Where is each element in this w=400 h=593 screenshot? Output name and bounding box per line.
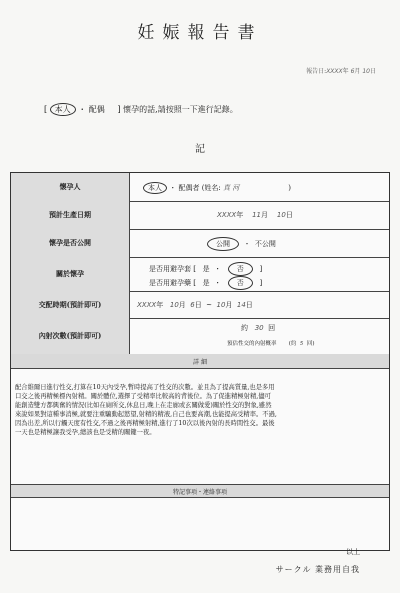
row-intercourse-time: 交配時期(預計即可) XXXX年 10月 6日 ~ 10月 14日	[11, 291, 389, 319]
label-due-date: 預計生產日期	[11, 201, 130, 229]
report-form	[10, 172, 390, 551]
row-pregnant-person: 懷孕人 本人 ・ 配偶者 (姓名: 真 河 )	[11, 173, 389, 202]
due-day[interactable]: 10	[276, 211, 286, 219]
details-text[interactable]: 配合維爾日進行性交,打算在10天內受孕,暫時提高了性交的次數。並且為了提高質量,也是多用口交之後再精極標內射精。關於體位,選擇了受精率比較高的背後位。為了促進精極射精,儘可能創造雙方都興奮的情況(比如在廁所交,休息日,晚上在走廊或玄關做愛)關於性交的對象,雖然來說如果對這種事消極,就要注重騙動起慾望,射精的精液,自己也要高潮,也能提高受精率。不過,因為出差,所以行觸天度有性交,不過之後再精極射精,進行了10次以後內射的長時間性交。最後一天也是精極讓我受孕,總該也是受精的關鍵一夜。	[15, 384, 277, 436]
organization-name: サークル 業務用自我	[275, 565, 360, 574]
probability-count-field[interactable]: 5	[299, 341, 304, 347]
intercourse-month-end[interactable]: 10	[216, 301, 226, 309]
pill-question: 是否用避孕藥 [ 是 ・ 否 ]	[149, 276, 262, 290]
label-ejaculation-count: 內射次數(預計即可)	[11, 318, 130, 354]
label-intercourse-time: 交配時期(預計即可)	[11, 291, 130, 318]
remarks-area[interactable]	[11, 497, 389, 549]
row-public: 懷孕是否公開 公開 ・ 不公開	[11, 229, 389, 258]
row-due-date: 預計生產日期 XXXX年 11月 10日	[11, 201, 389, 230]
name-field[interactable]: 真 河	[223, 184, 240, 192]
page-title: 妊娠報告書	[137, 23, 263, 43]
intercourse-month-start[interactable]: 10	[169, 301, 179, 309]
option-spouse[interactable]: 配偶者	[178, 184, 200, 192]
option-public[interactable]: 公開	[207, 237, 239, 251]
ki-heading: 記	[195, 144, 205, 155]
instruction-line: [ 本人 ・ 配偶 ] 懷孕的話,請按照一下進行記錄。	[44, 105, 238, 114]
condom-question: 是否用避孕套 [ 是 ・ 否 ]	[149, 262, 262, 276]
option-private[interactable]: 不公開	[254, 240, 276, 248]
intercourse-day-start[interactable]: 6	[190, 301, 195, 309]
row-about-pregnancy	[11, 257, 389, 292]
label-about-pregnancy: 關於懷孕	[11, 257, 130, 291]
intercourse-day-end[interactable]: 14	[236, 301, 246, 309]
details-header: 詳 細	[11, 354, 389, 369]
option-self-circled[interactable]: 本人	[50, 103, 76, 116]
remarks-header: 特記事項・連絡事項	[11, 484, 389, 498]
option-spouse[interactable]: 配偶	[88, 105, 105, 114]
condom-no[interactable]: 否	[228, 262, 253, 276]
end-mark: 以上	[346, 548, 360, 556]
ejaculation-count-field[interactable]: 30	[254, 324, 264, 332]
option-self[interactable]: 本人	[143, 182, 167, 194]
instruction-text: 懷孕的話,請按照一下進行記錄。	[123, 105, 238, 114]
intercourse-year[interactable]: XXXX	[137, 301, 157, 309]
report-day[interactable]: 10	[362, 68, 370, 75]
report-year[interactable]: XXXX	[326, 68, 343, 75]
label-pregnant-person: 懷孕人	[11, 173, 130, 201]
pill-no[interactable]: 否	[228, 276, 253, 290]
pill-yes[interactable]: 是	[202, 279, 210, 287]
due-year[interactable]: XXXX	[217, 211, 237, 219]
row-ejaculation-count: 內射次數(預計即可) 約 30 回 預估性交的內射概率 (約 5 回)	[11, 318, 389, 355]
report-date: 報告日:XXXX年 6月 10日	[306, 68, 376, 75]
report-month[interactable]: 6	[350, 68, 355, 75]
due-month[interactable]: 11	[252, 211, 262, 219]
label-public: 懷孕是否公開	[11, 229, 130, 257]
condom-yes[interactable]: 是	[202, 265, 210, 273]
